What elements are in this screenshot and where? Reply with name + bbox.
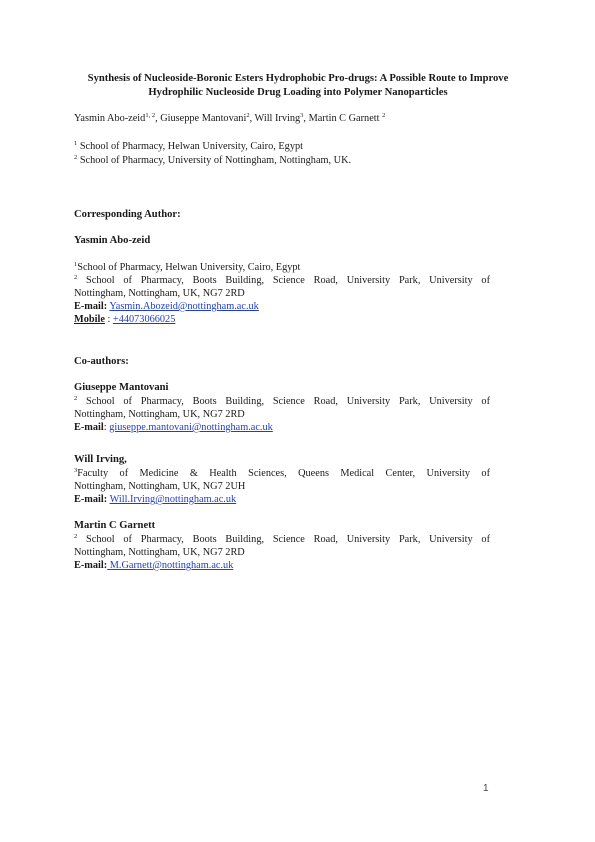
paper-title: Synthesis of Nucleoside-Boronic Esters Hydrophobic Pro-drugs: A Possible Route to Improve Hydrophilic Nucleoside Drug Loading into Polymer Nanoparticles — [87, 73, 509, 98]
coauthor-affiliation-line — [74, 467, 490, 480]
coauthor-email-link[interactable]: M.Garnett@nottingham.ac.uk — [107, 560, 234, 571]
coauthor-name: Will Irving, — [74, 454, 127, 465]
page-number: 1 — [483, 783, 489, 794]
corresponding-heading: Corresponding Author: — [74, 209, 181, 220]
corresponding-email-link[interactable]: Yasmin.Abozeid@nottingham.ac.uk — [109, 301, 259, 312]
author-name: Giuseppe Mantovani — [160, 113, 247, 124]
coauthor-email-line — [74, 559, 490, 572]
coauthor-email-line — [74, 421, 490, 434]
affiliation-text: Nottingham, Nottingham, UK, NG7 2RD — [74, 409, 245, 420]
corresponding-name: Yasmin Abo-zeid — [74, 235, 151, 246]
affiliation-text: School of Pharmacy, Boots Building, Science Road, University Park, University of — [86, 275, 490, 286]
affiliation-mark: 1 — [74, 261, 78, 268]
author-affiliation-mark: 2 — [382, 112, 386, 119]
affiliation-mark: 2 — [74, 154, 78, 161]
affiliation-mark: 2 — [74, 395, 78, 402]
affiliation-text: School of Pharmacy, Boots Building, Science Road, University Park, University of — [86, 396, 490, 407]
coauthor-affiliation-line — [74, 395, 490, 408]
author-separator: , — [249, 113, 255, 124]
corresponding-affiliation-2 — [74, 274, 490, 287]
author-affiliation-mark: 1, 2 — [145, 112, 156, 119]
email-label: E-mail: — [74, 494, 108, 505]
affiliation-text: School of Pharmacy, Helwan University, Cairo, Egypt — [77, 262, 301, 273]
coauthor-email-link[interactable]: Will.Irving@nottingham.ac.uk — [109, 494, 237, 505]
coauthor-details — [74, 395, 490, 434]
corresponding-details — [74, 261, 490, 326]
author-name: Yasmin Abo-zeid — [74, 113, 146, 124]
author-affiliation-mark: 3 — [300, 112, 304, 119]
coauthor-email-link[interactable]: giuseppe.mantovani@nottingham.ac.uk — [109, 422, 273, 433]
author-affiliation-mark: 2 — [246, 112, 250, 119]
mobile-separator: : — [104, 314, 113, 325]
coauthors-heading: Co-authors: — [74, 356, 129, 367]
corresponding-affiliation-1 — [74, 261, 490, 274]
affiliation-text: Nottingham, Nottingham, UK, NG7 2RD — [74, 547, 245, 558]
email-label: E-mail: — [74, 301, 108, 312]
affiliation-mark: 2 — [74, 274, 78, 281]
affiliation-text: School of Pharmacy, University of Nottingham, Nottingham, UK. — [79, 155, 352, 166]
author-separator: , — [155, 113, 161, 124]
affiliation-2 — [74, 154, 351, 167]
affiliation-text: Nottingham, Nottingham, UK, NG7 2RD — [74, 288, 245, 299]
author-list — [74, 113, 385, 124]
coauthor-details — [74, 467, 490, 506]
affiliation-text: School of Pharmacy, Boots Building, Science Road, University Park, University of — [86, 534, 490, 545]
affiliation-mark: 2 — [74, 533, 78, 540]
mobile-label: Mobile — [74, 314, 105, 325]
coauthor-details — [74, 533, 490, 572]
affiliation-mark: 1 — [74, 140, 78, 147]
coauthor-email-line — [74, 493, 490, 506]
email-label: E-mail — [74, 422, 104, 433]
coauthor-name: Giuseppe Mantovani — [74, 382, 169, 393]
affiliation-text: Faculty of Medicine & Health Sciences, Queens Medical Center, University of — [77, 468, 490, 479]
coauthor-name: Martin C Garnett — [74, 520, 156, 531]
mobile-number-link[interactable]: +44073066025 — [112, 314, 176, 325]
coauthor-affiliation-line — [74, 533, 490, 546]
email-separator: : — [103, 422, 110, 433]
corresponding-email-line — [74, 300, 490, 313]
affiliation-mark: 3 — [74, 467, 78, 474]
affiliation-text: School of Pharmacy, Helwan University, Cairo, Egypt — [79, 141, 303, 152]
corresponding-mobile-line — [74, 313, 490, 326]
author-name: Will Irving — [254, 113, 301, 124]
author-separator: , — [303, 113, 309, 124]
affiliation-text: Nottingham, Nottingham, UK, NG7 2UH — [74, 481, 246, 492]
email-label: E-mail: — [74, 560, 108, 571]
affiliation-1 — [74, 140, 303, 153]
author-name: Martin C Garnett — [308, 113, 380, 124]
